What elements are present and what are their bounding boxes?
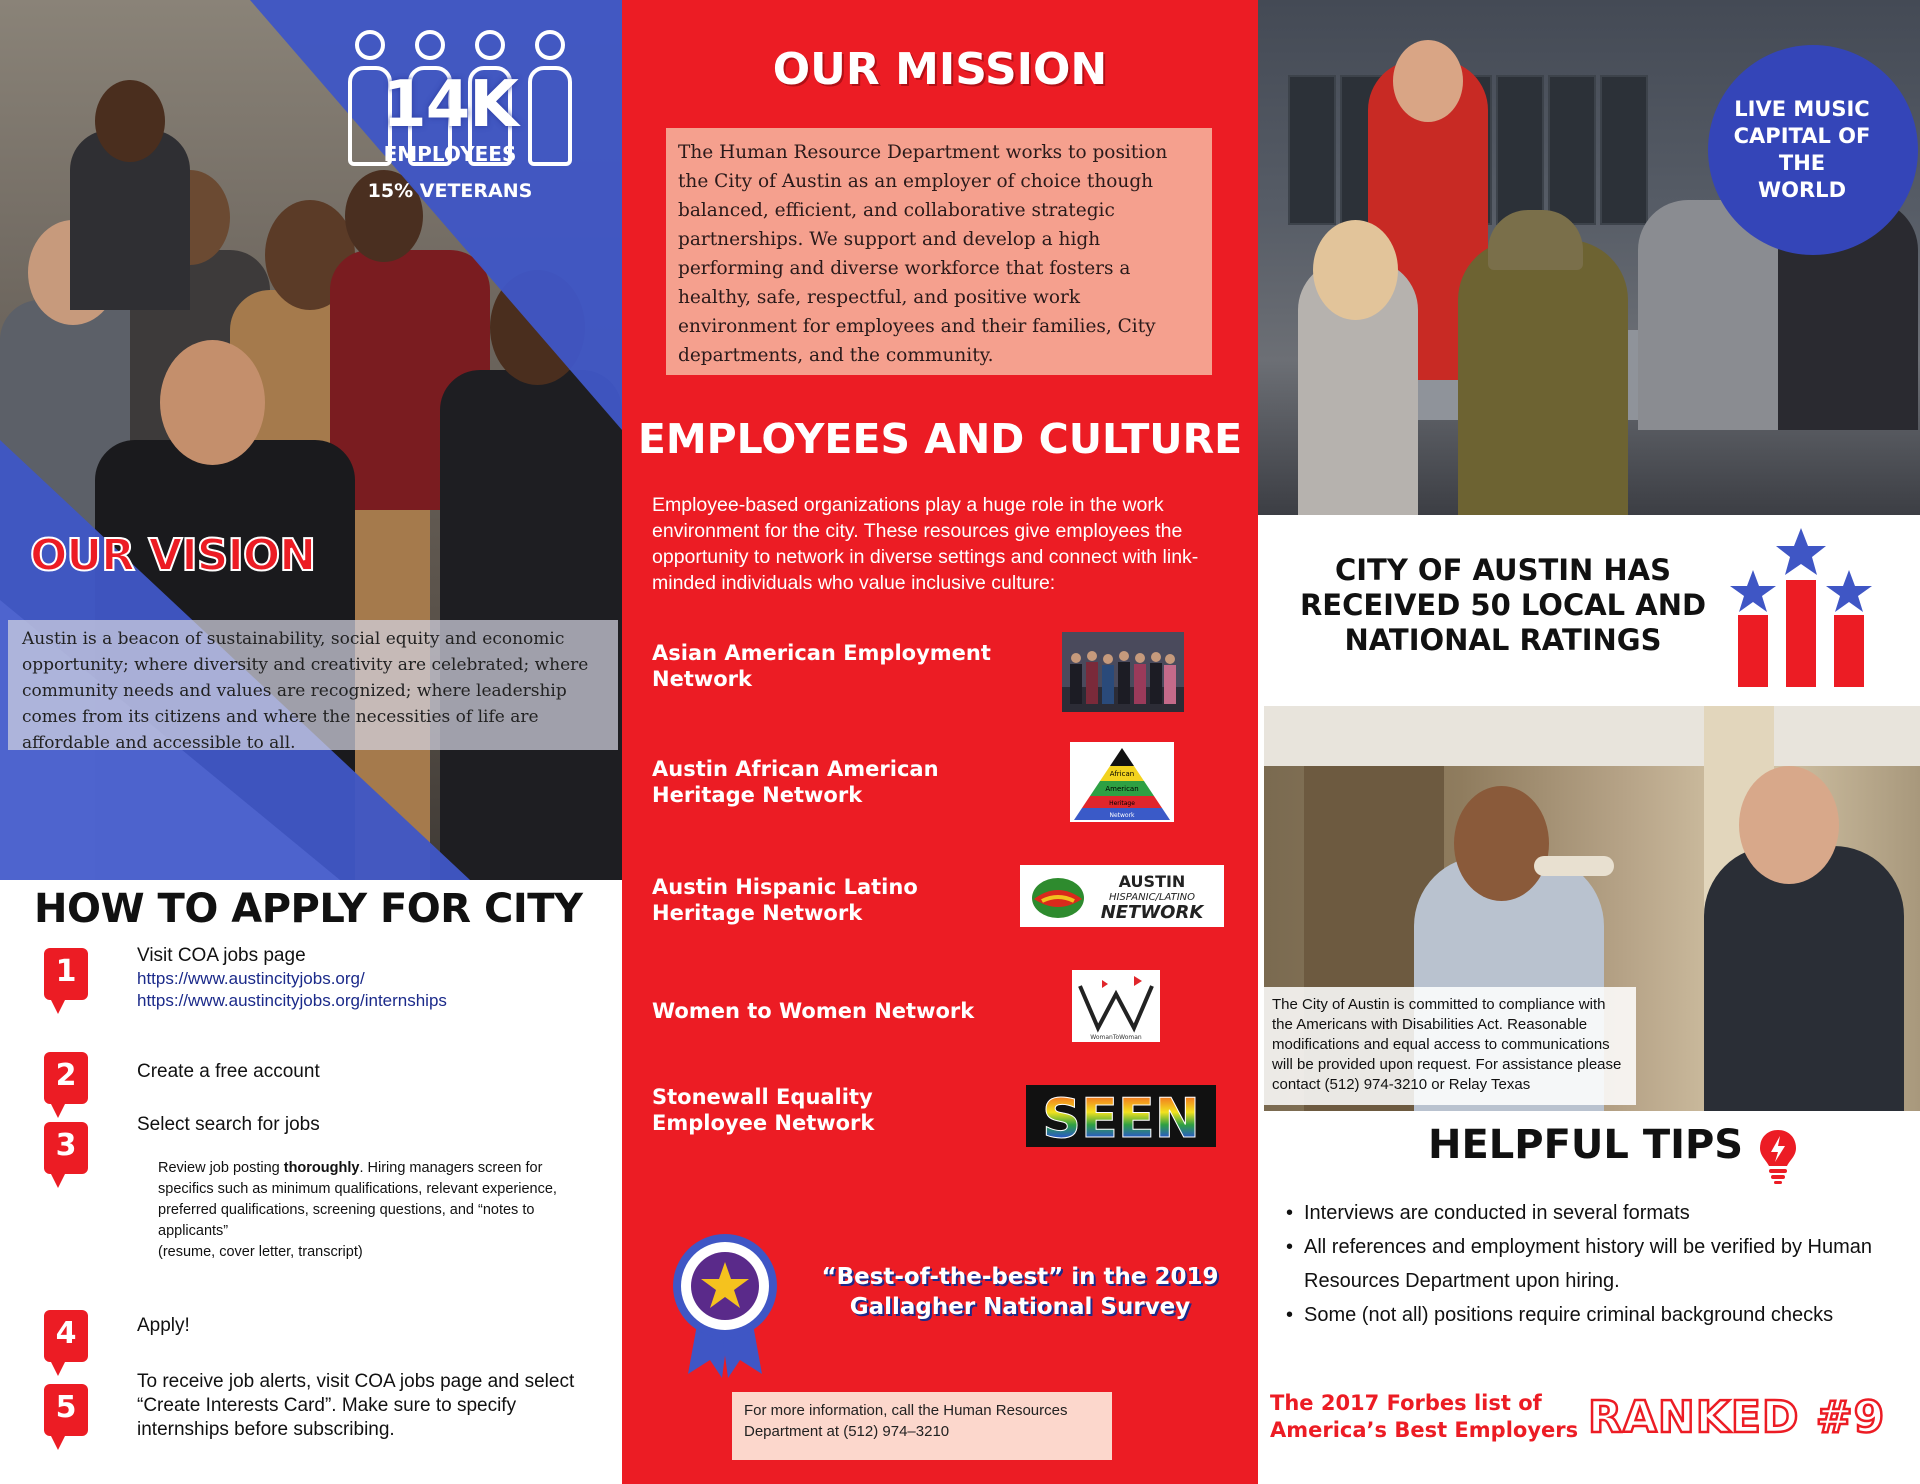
live-music-text: LIVE MUSIC CAPITAL OF THE WORLD xyxy=(1733,97,1871,202)
ratings-bar-stars-icon xyxy=(1724,520,1884,690)
seen-logo xyxy=(1026,1085,1216,1147)
step-2-badge: 2 xyxy=(44,1052,88,1104)
students-classroom-photo xyxy=(1258,0,1920,515)
left-panel xyxy=(0,0,622,1484)
culture-intro: Employee-based organizations play a huge role in the work environment for the city. These resources give employees the opportunity to network in diverse settings and connect with link-minded individuals who value inclusive culture: xyxy=(652,494,1199,594)
network-women-to-women: Women to Women Network xyxy=(652,999,975,1023)
veterans-stat: 15% VETERANS xyxy=(367,180,533,202)
employee-count-label: EMPLOYEES xyxy=(383,142,517,166)
tips-title: HELPFUL TIPS xyxy=(1428,1122,1744,1168)
step-3-detail: Review job posting thoroughly. Hiring managers screen for specifics such as minimum qualifications, relevant experience, preferred qualifications, screening questions, and “notes to applicants” (resume, cover letter, transcript) xyxy=(158,1160,557,1260)
right-panel xyxy=(1258,0,1920,1484)
step-4-text: Apply! xyxy=(137,1315,190,1336)
network-african-american: Austin African American Heritage Network xyxy=(652,757,939,807)
step-1-text xyxy=(137,944,447,1012)
tip-item: • Some (not all) positions require criminal background checks xyxy=(1282,1298,1902,1332)
hispanic-latino-network-logo xyxy=(1020,865,1224,927)
step-5-text: To receive job alerts, visit COA jobs page and select “Create Interests Card”. Make sure to specify internships before subscribing. xyxy=(137,1371,575,1440)
award-ribbon-icon xyxy=(670,1228,780,1378)
emphasis-thoroughly: thoroughly xyxy=(283,1160,360,1176)
logo-word-austin: AUSTIN xyxy=(1118,872,1186,891)
tips-list xyxy=(1282,1196,1902,1332)
african-american-network-logo xyxy=(1070,742,1174,822)
step-3-text: Select search for jobs xyxy=(137,1114,320,1135)
logo-word-heritage: Heritage xyxy=(1109,800,1135,807)
step-4-badge: 4 xyxy=(44,1310,88,1362)
network-stonewall-equality: Stonewall Equality Employee Network xyxy=(652,1085,875,1135)
vision-title: OUR VISION xyxy=(30,530,316,581)
survey-award-text: “Best-of-the-best” in the 2019 Gallagher National Survey xyxy=(821,1264,1219,1320)
apply-title: HOW TO APPLY FOR CITY xyxy=(34,886,583,932)
jobs-link[interactable]: https://www.austincityjobs.org/ xyxy=(137,969,365,988)
logo-word-network: Network xyxy=(1109,812,1135,819)
mission-text: The Human Resource Department works to position the City of Austin as an employer of choice though balanced, efficient, and collaborative strategic partnerships. We support and develop a high performing and diverse workforce that fosters a healthy, safe, respectful, and positive work environment for employees and their families, City departments, and the community. xyxy=(678,142,1168,366)
network-asian-american: Asian American Employment Network xyxy=(652,641,991,691)
tip-item: • All references and employment history will be verified by Human Resources Department upon hiring. xyxy=(1282,1230,1902,1298)
logo-word-hispanic-latino: HISPANIC/LATINO xyxy=(1108,892,1196,903)
ada-notice: The City of Austin is committed to compliance with the Americans with Disabilities Act. Reasonable modifications and equal access to communications will be provided upon request. For assistance please contact (512) 974-3210 or Relay Texas xyxy=(1264,987,1636,1105)
women-to-women-logo xyxy=(1072,970,1160,1042)
network-hispanic-latino: Austin Hispanic Latino Heritage Network xyxy=(652,875,918,925)
logo-word-womantowoman: WomanToWoman xyxy=(1090,1034,1142,1041)
culture-title: EMPLOYEES AND CULTURE xyxy=(637,415,1243,463)
logo-word-american: American xyxy=(1105,785,1139,793)
vision-box xyxy=(8,620,618,753)
step-1-label: Visit COA jobs page xyxy=(137,945,306,966)
internships-link[interactable]: https://www.austincityjobs.org/internships xyxy=(137,991,447,1010)
mission-title: OUR MISSION xyxy=(772,44,1108,95)
asian-american-network-photo xyxy=(1062,632,1184,712)
live-music-badge xyxy=(1708,45,1918,255)
logo-word-seen: SEEN xyxy=(1042,1087,1200,1147)
contact-info: For more information, call the Human Resources Department at (512) 974–3210 xyxy=(732,1392,1112,1460)
step-1-badge: 1 xyxy=(44,948,88,1000)
employee-count: 14K xyxy=(382,68,518,142)
step-2-text: Create a free account xyxy=(137,1061,320,1082)
ranked-badge: RANKED #9 xyxy=(1588,1392,1886,1443)
step-3-badge: 3 xyxy=(44,1122,88,1174)
tip-item: • Interviews are conducted in several formats xyxy=(1282,1196,1902,1230)
logo-word-african: African xyxy=(1109,770,1135,778)
forbes-text: The 2017 Forbes list of America’s Best Employers xyxy=(1270,1391,1579,1442)
logo-word-network: NETWORK xyxy=(1100,902,1204,923)
step-3-note: (resume, cover letter, transcript) xyxy=(158,1244,363,1260)
middle-panel xyxy=(622,0,1258,1484)
lightbulb-icon xyxy=(1758,1128,1798,1186)
step-5-badge: 5 xyxy=(44,1384,88,1436)
ratings-text: CITY OF AUSTIN HAS RECEIVED 50 LOCAL AND NATIONAL RATINGS xyxy=(1299,553,1707,657)
vision-text: Austin is a beacon of sustainability, social equity and economic opportunity; where diversity and creativity are celebrated; where community needs and values are recognized; where leadership comes from its citizens and where the necessities of life are affordable and accessible to all. xyxy=(22,629,589,753)
mission-box xyxy=(666,128,1212,375)
